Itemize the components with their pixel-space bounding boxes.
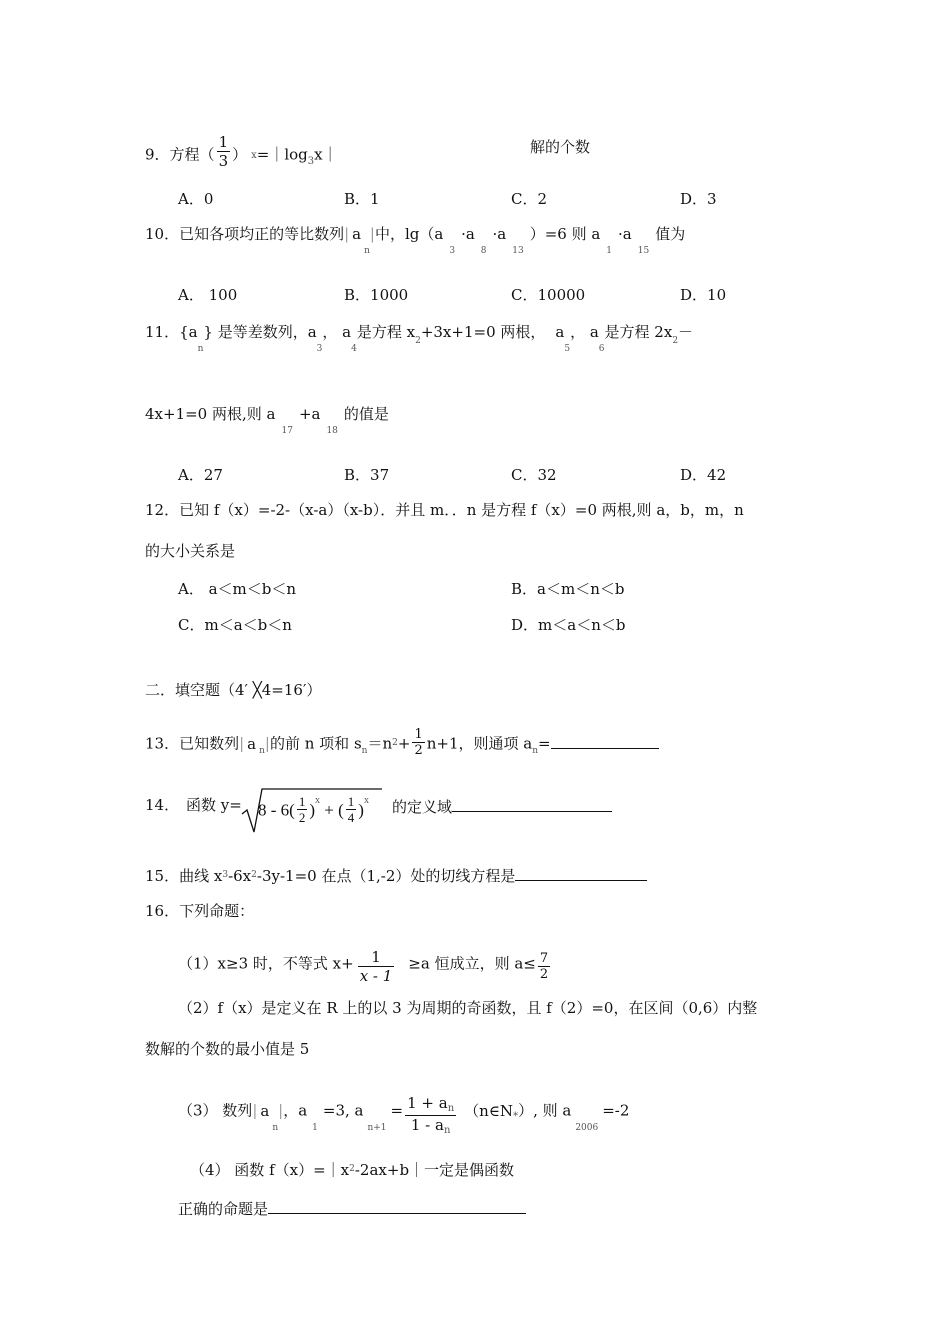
q10-text-f: ·a [618, 225, 632, 243]
q14-frac1-den: 2 [298, 810, 306, 825]
q16-p4-a: （4） 函数 f（x）=｜x [190, 1161, 350, 1179]
q10-seq: a [352, 225, 362, 243]
q16-p3-f: ）, 则 a [518, 1101, 572, 1120]
q14-number: 14． [145, 796, 180, 814]
q13-text-d: + [397, 734, 411, 753]
q10-number: 10． [145, 225, 180, 243]
q13-sub-n2: n [361, 745, 368, 756]
q11-line2-a: 4x+1=0 两根,则 a [145, 405, 276, 423]
q9-frac-den: 3 [218, 152, 229, 170]
q14-r1: 8 - 6 [258, 800, 290, 820]
q11-option-a: A．27 [178, 466, 223, 484]
q16-answer-label: 正确的命题是 [178, 1200, 269, 1218]
q10-option-c: C．10000 [511, 286, 586, 304]
q9-stem [145, 133, 338, 174]
q10-sub-13: 13 [512, 246, 524, 256]
q11-sub-3: 3 [316, 344, 323, 354]
q15-text-a: 曲线 x [179, 867, 223, 885]
q16-prop1 [178, 946, 552, 983]
q12-stem-line2: 的大小关系是 [145, 542, 236, 560]
q11-text-g: ， a [570, 323, 599, 341]
q11-sub-17: 17 [281, 426, 293, 436]
q16-p3-b: ，a [283, 1101, 308, 1120]
q14-answer-blank[interactable] [452, 795, 612, 812]
q16-p3-frac [405, 1094, 456, 1137]
q11-sup-2: 2 [415, 336, 421, 346]
q14-r3: ) [309, 800, 316, 820]
q9-option-c: C．2 [511, 190, 548, 208]
q13-sup-2: 2 [392, 737, 398, 748]
q16-p3-sub-2006: 2006 [575, 1122, 599, 1133]
q14-exp1: x [315, 795, 321, 807]
q13-sub-n: n [259, 745, 265, 756]
q12-option-b: B．a＜m＜n＜b [511, 580, 625, 598]
q9-text-a: 方程（ [169, 145, 215, 164]
q13-text-e: n+1，则通项 a [426, 734, 533, 753]
q16-p3-c: =3, a [322, 1101, 364, 1120]
q9-number: 9． [145, 145, 170, 164]
q16-p3-a: （3） 数列 [178, 1101, 253, 1120]
q16-answer-blank[interactable] [268, 1197, 526, 1214]
q11-sub-n: n [197, 344, 204, 354]
q16-p3-e: （n∈N [464, 1101, 514, 1120]
q14-r5: ) [358, 800, 364, 820]
q13-sub-n3: n [532, 745, 538, 756]
q13-seq: a [247, 734, 257, 753]
q15-stem [145, 864, 647, 889]
section2-title: 二．填空题（4′ ╳4=16′） [145, 681, 322, 699]
q11-number: 11． [145, 323, 180, 341]
q11-line2-b: +a [298, 405, 321, 423]
q12-text-line1: 已知 f（x）=-2-（x-a）（x-b）．并且 m．．n 是方程 f（x）=0 两根,则 a，b，m，n [179, 501, 744, 519]
q13-text-b: 的前 n 项和 s [269, 734, 362, 753]
q12-stem-line1 [145, 500, 744, 520]
q10-text-c: ·a [461, 225, 475, 243]
q15-text-b: -6x [228, 867, 252, 885]
q12-option-d: D．m＜a＜n＜b [511, 616, 626, 634]
q9-option-a: A．0 [178, 190, 214, 208]
q16-p3-g: =-2 [602, 1101, 630, 1120]
q11-text-b: } 是等差数列，a [203, 323, 317, 341]
q10-text-b: 中，lg（a [374, 225, 444, 243]
q13-number: 13． [145, 734, 180, 753]
q16-p3-frac-den-sub: n [443, 1125, 451, 1136]
q16-p3-frac-num-wrap [405, 1094, 456, 1116]
q14-r2: ( [289, 800, 295, 820]
q10-text-e: ）=6 则 a [529, 225, 601, 243]
q10-option-a: A． 100 [178, 286, 238, 304]
q16-p3-frac-num: 1 + a [407, 1094, 448, 1112]
q16-p3-sub-star: * [513, 1110, 519, 1122]
q12-option-c: C．m＜a＜b＜n [178, 616, 292, 634]
q9-option-b: B．1 [344, 190, 380, 208]
q16-p1-frac [358, 948, 395, 985]
q11-stem-line1 [145, 322, 694, 354]
q11-text-f: a [555, 323, 565, 341]
q9-text-b: ） [232, 145, 248, 164]
q16-prop3: （3） 数列| $a_n|$，$a_1=3$, $a_{n+1}=$ $\frac{1 + a_n}{1 - a_n}$ $(n\in N_*)$, 则 $a_{2006}=-2$ [178, 1094, 630, 1136]
q13-fraction [412, 727, 424, 758]
q11-text-i: － [678, 323, 694, 341]
q10-seq-sub: n [364, 246, 370, 256]
q14-exp2: x [363, 795, 369, 807]
q16-answer [178, 1197, 526, 1219]
q14-frac2 [346, 794, 357, 825]
q14-frac2-num: 1 [347, 794, 355, 809]
q16-p4-sup: 2 [349, 1164, 355, 1174]
q15-answer-blank[interactable] [515, 864, 647, 881]
q11-text-c: ， a [322, 323, 352, 341]
q16-number: 16． [145, 902, 180, 920]
q16-prop2-line2: 数解的个数的最小值是 5 [145, 1040, 310, 1058]
q9-fraction [217, 133, 231, 170]
q14-radicand [258, 796, 369, 827]
q16-p3-frac-den: 1 - a [410, 1116, 444, 1134]
q16-prop4 [190, 1160, 514, 1183]
q16-p4-b: -2ax+b｜一定是偶函数 [354, 1161, 515, 1179]
q11-text-a: {a [179, 323, 198, 341]
q9-text-c: =｜log [256, 145, 308, 164]
q16-p3-frac-num-sub: n [447, 1103, 455, 1114]
q11-sub-4: 4 [351, 344, 357, 354]
q10-sub-3: 3 [449, 246, 456, 256]
q16-p3-d: = [390, 1101, 404, 1120]
q10-text-d: ·a [492, 225, 507, 243]
q16-title [145, 901, 254, 921]
q11-text-d: 是方程 x [356, 323, 416, 341]
q15-number: 15． [145, 867, 180, 885]
q11-sup-2b: 2 [672, 336, 679, 346]
q11-text-e: +3x+1=0 两根， [420, 323, 546, 341]
q13-text-f: = [538, 734, 551, 753]
q15-sup-2: 2 [251, 870, 257, 880]
q16-title-text: 下列命题： [179, 902, 255, 920]
q16-p1-frac-den: x - 1 [359, 967, 393, 985]
q9-log-base: 3 [307, 155, 315, 167]
q12-number: 12． [145, 501, 180, 519]
q11-option-c: C．32 [511, 466, 557, 484]
q13-answer-blank[interactable] [551, 732, 659, 749]
q16-p3-seq: a [260, 1101, 270, 1120]
q16-prop2-line1: （2）f（x）是定义在 R 上的以 3 为周期的奇函数，且 f（2）=0，在区间（0,6）内整 [178, 999, 758, 1017]
q10-sub-8: 8 [480, 246, 487, 256]
q9-tail: 解的个数 [530, 138, 591, 156]
q9-exp: x [251, 149, 257, 161]
q9-frac-num: 1 [218, 133, 229, 151]
q9-option-d: D．3 [680, 190, 717, 208]
q16-p3-frac-den-wrap [405, 1116, 456, 1137]
q11-sub-6: 6 [598, 344, 605, 354]
q14-r4: + ( [320, 800, 344, 820]
q11-option-b: B．37 [344, 466, 390, 484]
q16-p1-frac2-den: 2 [539, 967, 549, 982]
q11-text-h: 是方程 2x [604, 323, 673, 341]
q14-text-b: 的定义域 [392, 798, 453, 816]
q13-text-a: 已知数列 [179, 734, 240, 753]
q14-frac2-den: 4 [347, 810, 355, 825]
q16-p1-a: （1）x≥3 时，不等式 x+ [178, 954, 354, 973]
q10-stem: 10．已知各项均正的等比数列| $a_n|$中，$\lg(a_3\cdot a_8\cdot a_{13})=6$ 则 $a_1\cdot a_{15}$值为 [145, 225, 686, 256]
q11-sub-18: 18 [326, 426, 338, 436]
q16-p1-b: ≥a 恒成立，则 a≤ [408, 954, 536, 973]
q11-sub-5: 5 [564, 344, 571, 354]
q11-option-d: D．42 [680, 466, 727, 484]
q10-text-g: 值为 [655, 225, 686, 243]
q13-stem: 13．已知数列| a $_n$|的前 n 项和 $s_n=n^2+$ $\frac{1}{2}$ n+1，则通项 $a_n=$ [145, 729, 659, 760]
q12-option-a: A． a＜m＜b＜n [178, 580, 297, 598]
q16-p3-sub-1: 1 [312, 1122, 318, 1133]
q16-p1-frac2 [538, 951, 550, 982]
q14-frac1-num: 1 [298, 794, 306, 809]
q16-p3-sub-n1: n+1 [367, 1122, 387, 1133]
q15-text-c: -3y-1=0 在点（1,-2）处的切线方程是 [256, 867, 516, 885]
q13-frac-num: 1 [414, 727, 423, 742]
q10-option-d: D．10 [680, 286, 727, 304]
q14-text-a: 函数 y= [186, 796, 242, 814]
q10-text-a: 已知各项均正的等比数列 [179, 225, 345, 243]
q11-stem-line2 [145, 404, 389, 436]
q16-p1-frac2-num: 7 [539, 951, 549, 966]
q13-text-c: ＝n [367, 734, 393, 753]
q10-sub-1: 1 [606, 246, 613, 256]
q9-text-d: x｜ [314, 145, 338, 164]
q14-tail [392, 795, 612, 817]
q14-frac1 [297, 794, 308, 825]
q16-p1-frac-num: 1 [358, 948, 395, 967]
q13-frac-den: 2 [414, 743, 423, 758]
q10-sub-15: 15 [637, 246, 650, 256]
q15-sup-3: 3 [222, 870, 229, 880]
q16-p3-sub-n: n [272, 1122, 279, 1133]
q10-option-b: B．1000 [344, 286, 409, 304]
q11-line2-c: 的值是 [343, 405, 389, 423]
